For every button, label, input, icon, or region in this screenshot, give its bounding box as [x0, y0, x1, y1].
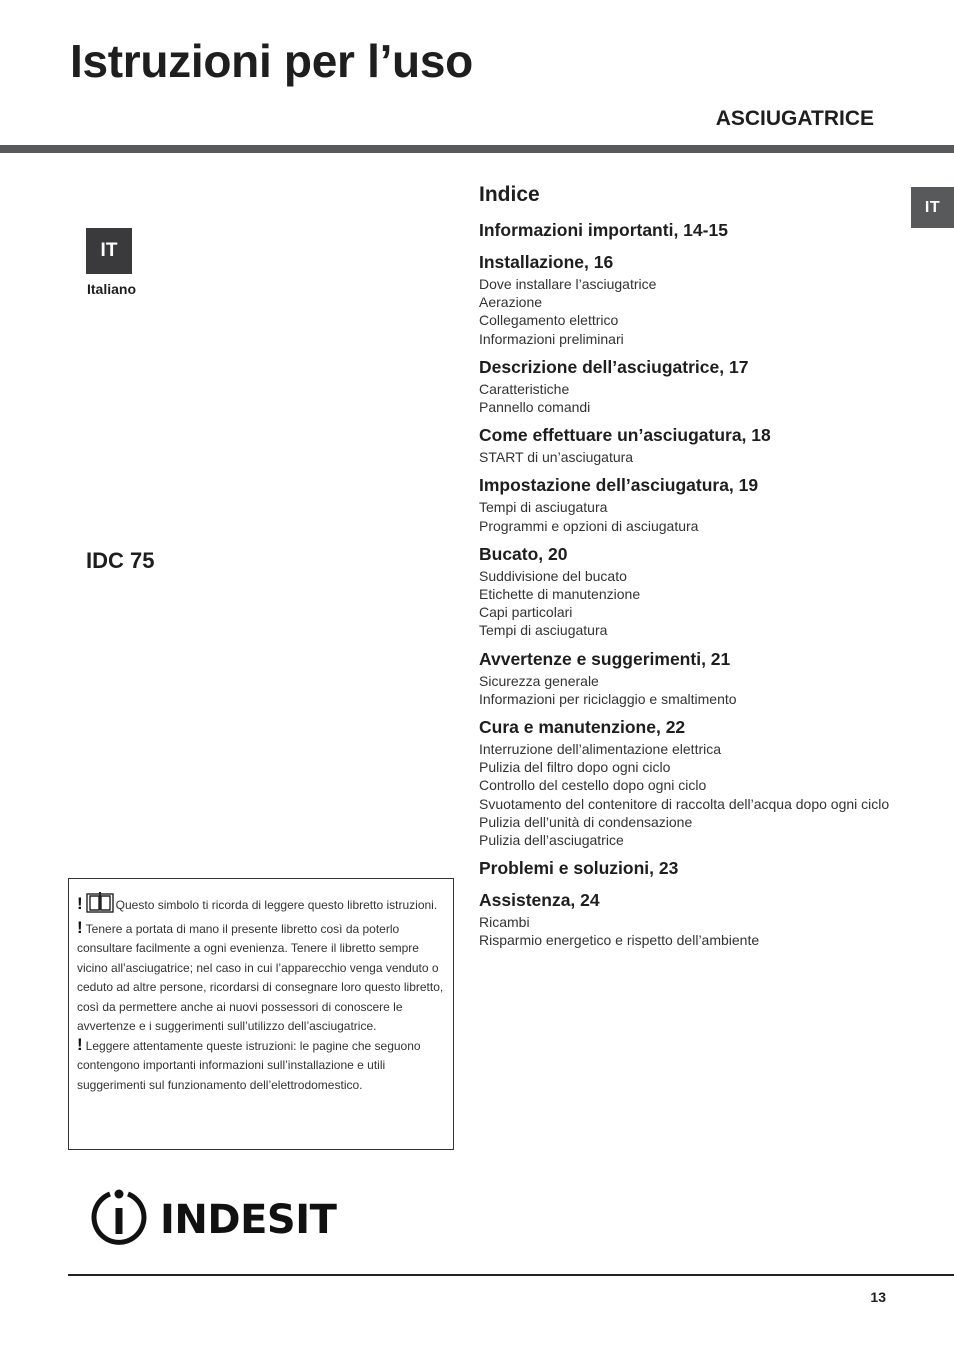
toc-section	[479, 856, 899, 881]
toc-subitem: Pulizia dell’unità di condensazione	[479, 813, 693, 830]
toc-subitem: Suddivisione del bucato	[479, 567, 627, 584]
language-side-tab: IT	[911, 187, 954, 228]
toc-section	[479, 888, 899, 949]
product-type-label: ASCIUGATRICE	[715, 107, 874, 130]
toc-subitem: Collegamento elettrico	[479, 312, 619, 329]
toc-heading: Indice	[479, 183, 540, 206]
page-number: 13	[870, 1289, 886, 1305]
toc-subitem: Dove installare l’asciugatrice	[479, 276, 657, 292]
toc-section	[479, 647, 899, 708]
table-of-contents	[479, 180, 899, 957]
toc-subitem: Programmi e opzioni di asciugatura	[479, 517, 699, 534]
toc-subitem: Etichette di manutenzione	[479, 586, 641, 603]
toc-section-title: Assistenza, 24	[479, 890, 600, 911]
toc-subitem: Pulizia dell’asciugatrice	[479, 832, 624, 849]
toc-section-title: Cura e manutenzione, 22	[479, 717, 686, 738]
brand-logo	[88, 1186, 336, 1253]
toc-subitem: Caratteristiche	[479, 380, 570, 397]
toc-subitem: Svuotamento del contenitore di raccolta dell’acqua dopo ogni ciclo	[479, 795, 890, 812]
toc-sections	[479, 218, 899, 950]
notice-text: Tenere a portata di mano il presente libretto così da poterlo consultare facilmente a ogni evenienza. Tenere il libretto sempre vicino all’asciugatrice; nel caso in cui l’apparecchio venga venduto o ceduto ad altre persone, ricordarsi di consegnare loro questo libretto, così da permettere anche ai nuovi possessori di conoscere le avvertenze e i suggerimenti sull’utilizzo dell’asciugatrice.	[77, 921, 444, 1033]
toc-section	[479, 250, 899, 348]
toc-section-title: Avvertenze e suggerimenti, 21	[479, 648, 731, 669]
toc-section-title: Come effettuare un’asciugatura, 18	[479, 425, 771, 446]
toc-section	[479, 423, 899, 466]
toc-subitem: Tempi di asciugatura	[479, 622, 608, 639]
brand-wordmark: INDESIT	[160, 1196, 337, 1243]
notice-text: Leggere attentamente queste istruzioni: le pagine che seguono contengono importanti informazioni sull’installazione e utili suggerimenti sul funzionamento dell’elettrodomestico.	[77, 1038, 421, 1092]
open-book-icon	[86, 891, 114, 920]
page-title: Istruzioni per l’uso	[70, 35, 473, 87]
model-number: IDC 75	[86, 548, 155, 573]
notice-paragraph	[77, 917, 445, 1037]
language-label: Italiano	[87, 281, 137, 297]
notice-text: Questo simbolo ti ricorda di leggere questo libretto istruzioni.	[115, 898, 438, 912]
toc-subitem: Risparmio energetico e rispetto dell’ambiente	[479, 932, 760, 949]
toc-section	[479, 715, 899, 849]
toc-subitem: Interruzione dell’alimentazione elettrica	[479, 741, 722, 758]
toc-section	[479, 218, 899, 243]
toc-subitem: Informazioni preliminari	[479, 330, 624, 347]
toc-subitem: START di un’asciugatura	[479, 449, 634, 466]
toc-section	[479, 355, 899, 416]
toc-section-title: Informazioni importanti, 14-15	[479, 220, 728, 240]
notice-paragraph	[77, 891, 445, 920]
footer-divider	[68, 1274, 954, 1276]
toc-section-title: Problemi e soluzioni, 23	[479, 858, 679, 879]
toc-subitem: Pannello comandi	[479, 399, 591, 416]
language-code-badge: IT	[86, 228, 132, 274]
toc-subitem: Tempi di asciugatura	[479, 499, 608, 516]
header-divider	[0, 145, 954, 153]
toc-subitem: Controllo del cestello dopo ogni ciclo	[479, 777, 707, 794]
indesit-i-logo-icon	[88, 1186, 150, 1253]
toc-subitem: Ricambi	[479, 914, 530, 931]
exclamation-icon: !	[77, 917, 83, 937]
toc-section-title: Bucato, 20	[479, 543, 568, 564]
toc-subitem: Informazioni per riciclaggio e smaltimento	[479, 690, 737, 707]
toc-section-title: Impostazione dell’asciugatura, 19	[479, 475, 759, 496]
notice-paragraph	[77, 1034, 445, 1096]
toc-section	[479, 473, 899, 534]
toc-section-title: Descrizione dell’asciugatrice, 17	[479, 356, 749, 377]
toc-subitem: Pulizia del filtro dopo ogni ciclo	[479, 759, 671, 776]
notice-box	[68, 878, 454, 1150]
toc-section	[479, 542, 899, 640]
exclamation-icon: !	[77, 1034, 83, 1054]
toc-section-title: Installazione, 16	[479, 252, 614, 272]
toc-subitem: Aerazione	[479, 294, 543, 311]
toc-subitem: Capi particolari	[479, 604, 573, 621]
exclamation-icon: !	[77, 894, 83, 913]
toc-subitem: Sicurezza generale	[479, 672, 599, 689]
